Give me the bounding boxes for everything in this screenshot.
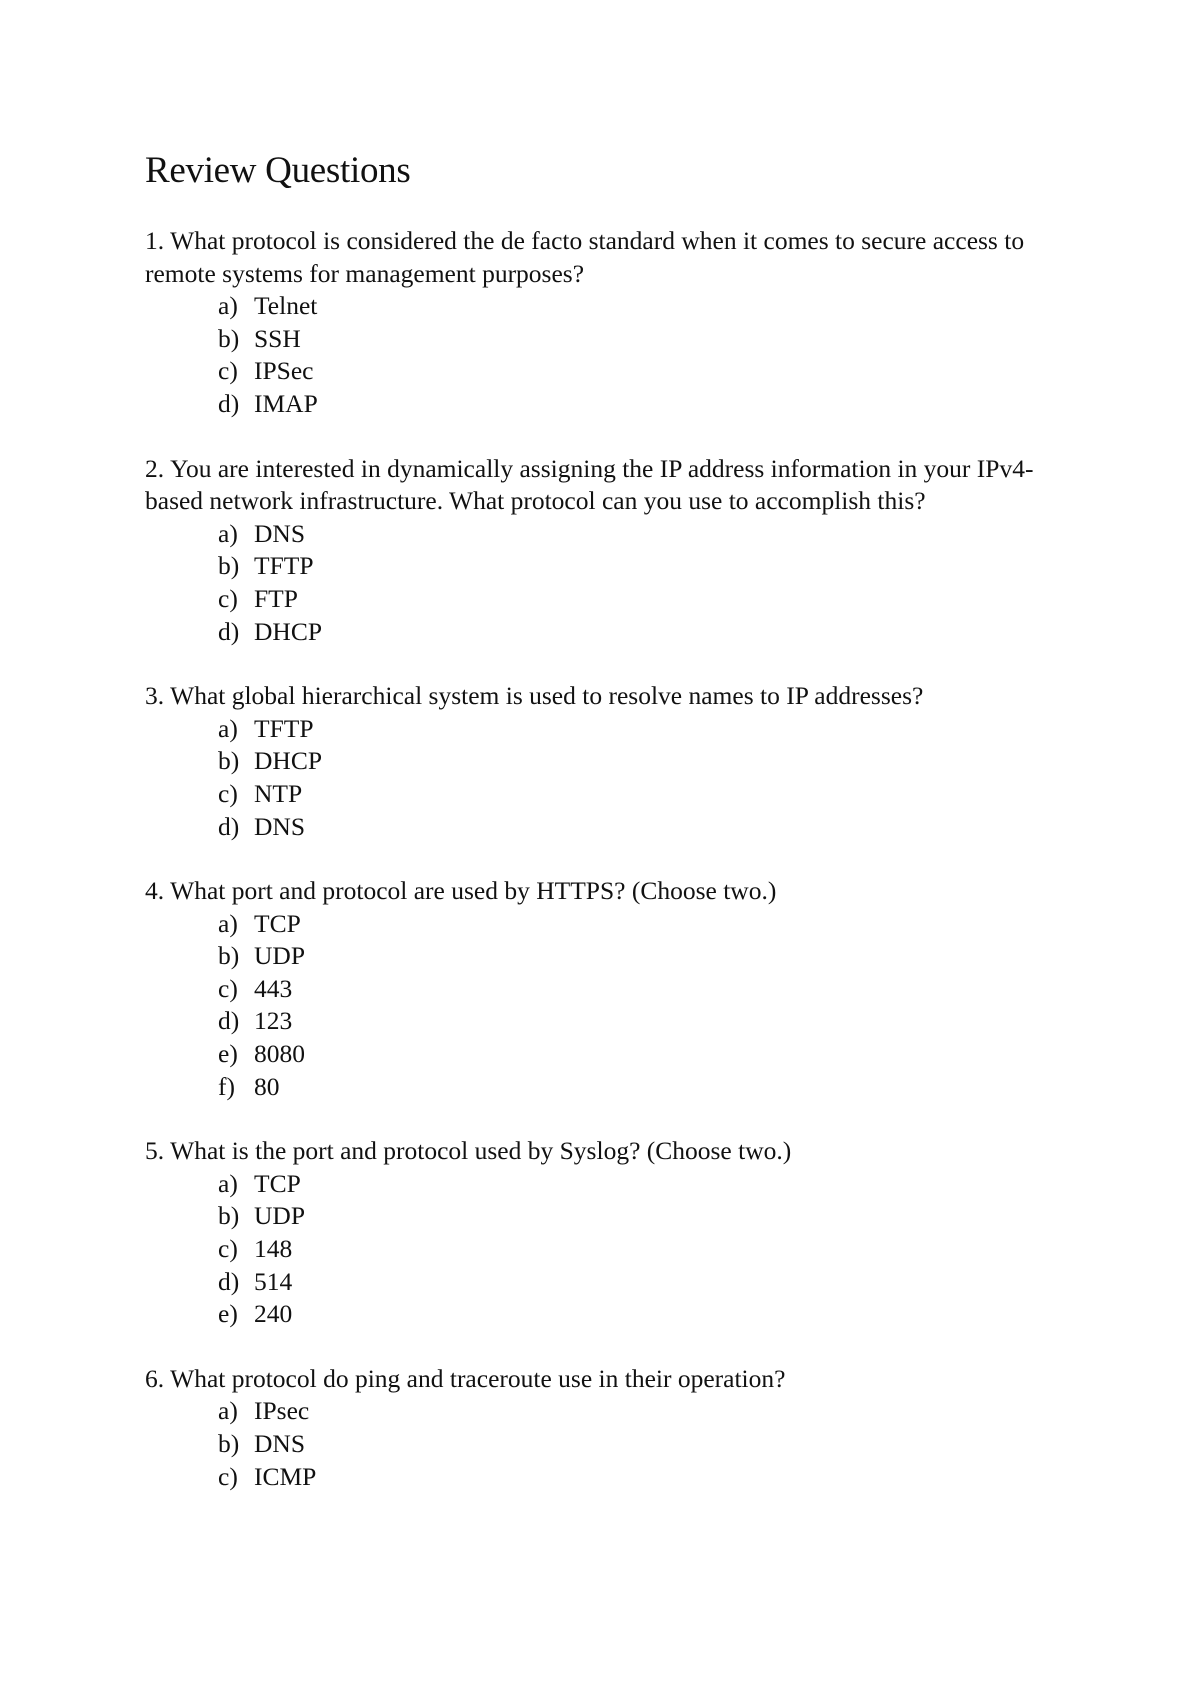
option-letter: a) <box>218 518 238 548</box>
question-text <box>145 680 1045 713</box>
option-text: TCP <box>254 1168 301 1198</box>
answer-option <box>218 940 1045 973</box>
option-letter: b) <box>218 551 240 581</box>
question-number: 6. <box>145 1363 165 1393</box>
question-prompt: What protocol do ping and traceroute use in their operation? <box>170 1363 786 1393</box>
question-prompt: What global hierarchical system is used to resolve names to IP addresses? <box>170 681 924 711</box>
answer-option <box>218 1200 1045 1233</box>
question-prompt: What port and protocol are used by HTTPS? (Choose two.) <box>170 876 777 906</box>
option-text: IPsec <box>254 1396 310 1426</box>
answer-option <box>218 1395 1045 1428</box>
option-text: 148 <box>254 1234 293 1264</box>
answer-option <box>218 518 1045 551</box>
option-text: DNS <box>254 1429 306 1458</box>
answer-option <box>218 1168 1045 1201</box>
question-2 <box>145 453 1045 649</box>
question-number: 2. <box>145 453 165 483</box>
option-letter: c) <box>218 583 238 613</box>
option-text: 443 <box>254 973 293 1003</box>
answer-option <box>218 973 1045 1006</box>
option-letter: c) <box>218 778 238 808</box>
answer-option <box>218 1428 1045 1461</box>
option-text: NTP <box>254 778 303 808</box>
option-text: DNS <box>254 811 306 841</box>
answer-options <box>145 290 1045 420</box>
option-letter: c) <box>218 356 238 386</box>
option-letter: b) <box>218 1429 240 1458</box>
answer-options <box>145 713 1045 843</box>
question-number: 3. <box>145 681 165 711</box>
question-text <box>145 1363 1045 1396</box>
option-text: DHCP <box>254 746 323 776</box>
answer-option <box>218 745 1045 778</box>
question-prompt: You are interested in dynamically assigning the IP address information in your IPv4-based network infrastructure. What protocol can you use to accomplish this? <box>145 453 1034 516</box>
option-letter: a) <box>218 908 238 938</box>
option-text: UDP <box>254 941 306 971</box>
answer-option <box>218 1038 1045 1071</box>
answer-option <box>218 778 1045 811</box>
answer-option <box>218 908 1045 941</box>
option-text: ICMP <box>254 1461 317 1491</box>
option-letter: b) <box>218 1201 240 1231</box>
question-1 <box>145 225 1045 421</box>
answer-option <box>218 811 1045 844</box>
question-5 <box>145 1135 1045 1331</box>
option-text: TFTP <box>254 713 314 743</box>
option-text: 8080 <box>254 1039 305 1069</box>
answer-options <box>145 1168 1045 1331</box>
option-letter: c) <box>218 1234 238 1264</box>
question-text <box>145 1135 1045 1168</box>
option-letter: a) <box>218 1396 238 1426</box>
answer-options <box>145 908 1045 1104</box>
answer-option <box>218 1461 1045 1494</box>
option-text: SSH <box>254 323 301 353</box>
question-3 <box>145 680 1045 843</box>
question-list <box>145 225 1045 1493</box>
option-text: 514 <box>254 1266 293 1296</box>
option-letter: a) <box>218 1168 238 1198</box>
option-letter: e) <box>218 1039 238 1069</box>
option-letter: c) <box>218 973 238 1003</box>
question-text <box>145 875 1045 908</box>
option-text: Telnet <box>254 291 318 321</box>
option-text: TCP <box>254 908 301 938</box>
option-text: TFTP <box>254 551 314 581</box>
question-prompt: What protocol is considered the de facto standard when it comes to secure access to remote systems for management purposes? <box>145 226 1025 288</box>
option-letter: d) <box>218 388 240 418</box>
option-letter: a) <box>218 291 238 321</box>
question-number: 5. <box>145 1136 165 1166</box>
question-prompt: What is the port and protocol used by Syslog? (Choose two.) <box>170 1136 792 1166</box>
answer-option <box>218 616 1045 649</box>
answer-option <box>218 550 1045 583</box>
question-text <box>145 453 1045 518</box>
option-text: DNS <box>254 518 306 548</box>
option-letter: c) <box>218 1461 238 1491</box>
option-letter: b) <box>218 746 240 776</box>
answer-option <box>218 1005 1045 1038</box>
option-letter: b) <box>218 323 240 353</box>
answer-options <box>145 1395 1045 1493</box>
answer-options <box>145 518 1045 648</box>
option-text: IPSec <box>254 356 314 386</box>
option-text: FTP <box>254 583 298 613</box>
option-text: 123 <box>254 1006 293 1036</box>
option-letter: d) <box>218 1006 240 1036</box>
option-letter: d) <box>218 811 240 841</box>
document-content <box>145 145 1045 1525</box>
question-number: 1. <box>145 226 165 255</box>
answer-option <box>218 1266 1045 1299</box>
answer-option <box>218 290 1045 323</box>
option-text: IMAP <box>254 388 318 418</box>
option-text: UDP <box>254 1201 306 1231</box>
option-letter: e) <box>218 1299 238 1329</box>
answer-option <box>218 355 1045 388</box>
option-letter: f) <box>218 1071 235 1101</box>
question-4 <box>145 875 1045 1103</box>
answer-option <box>218 1071 1045 1104</box>
answer-option <box>218 583 1045 616</box>
option-letter: a) <box>218 713 238 743</box>
option-text: 80 <box>254 1071 280 1101</box>
answer-option <box>218 323 1045 356</box>
answer-option <box>218 388 1045 421</box>
question-number: 4. <box>145 876 165 906</box>
option-text: 240 <box>254 1299 293 1329</box>
option-letter: d) <box>218 616 240 646</box>
option-letter: d) <box>218 1266 240 1296</box>
page-title: Review Questions <box>145 150 411 191</box>
answer-option <box>218 1233 1045 1266</box>
option-text: DHCP <box>254 616 323 646</box>
option-letter: b) <box>218 941 240 971</box>
answer-option <box>218 713 1045 746</box>
answer-option <box>218 1298 1045 1331</box>
question-text <box>145 225 1045 290</box>
question-6 <box>145 1363 1045 1493</box>
